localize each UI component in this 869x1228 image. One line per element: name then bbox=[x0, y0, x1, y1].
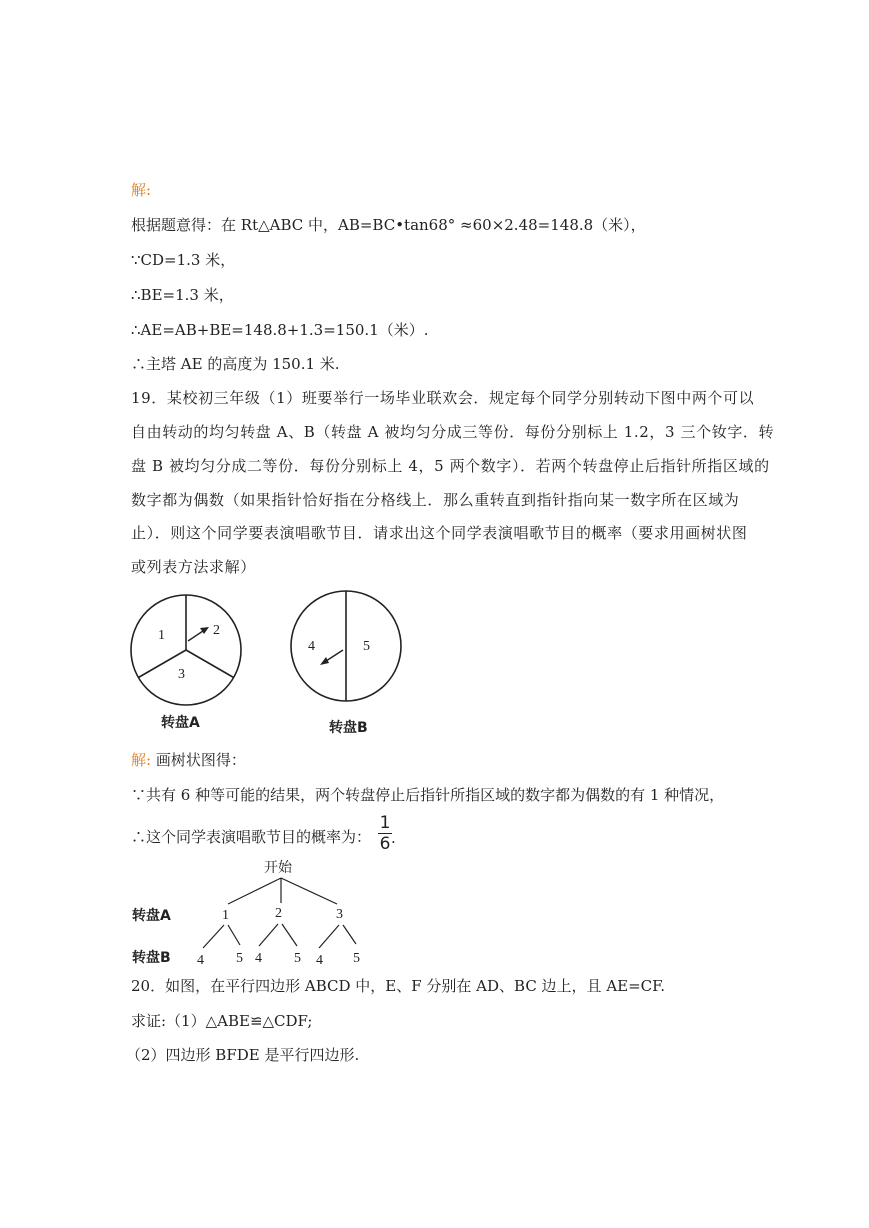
level-label: 转盘A bbox=[132, 908, 171, 924]
level-label: 转盘B bbox=[132, 950, 171, 966]
question-line: （2）四边形 BFDE 是平行四边形. bbox=[126, 1046, 360, 1064]
arrow-head bbox=[320, 657, 329, 665]
sector-label: 4 bbox=[308, 639, 315, 654]
solution-line: 根据题意得：在 Rt△ABC 中，AB=BC•tan68° ≈60×2.48=148.8（米）， bbox=[131, 216, 646, 234]
solution-label: 解: bbox=[131, 751, 152, 769]
spinner-a bbox=[131, 595, 241, 731]
solution-line: ∵CD=1.3 米， bbox=[131, 251, 236, 269]
solution-label: 解: bbox=[131, 181, 152, 199]
question-line: 求证:（1）△ABE≌△CDF; bbox=[131, 1012, 313, 1030]
fraction-numerator: 1 bbox=[379, 813, 391, 833]
tree-node: 4 bbox=[316, 953, 323, 968]
spinner-b bbox=[291, 591, 401, 736]
solution-line: ∵共有 6 种等可能的结果，两个转盘停止后指针所指区域的数字都为偶数的有 1 种情况， bbox=[131, 786, 725, 804]
sector-label: 2 bbox=[213, 623, 220, 638]
question-line: 数字都为偶数（如果指针恰好指在分格线上．那么重转直到指针指向某一数字所在区域为 bbox=[131, 491, 740, 509]
fraction-period: . bbox=[391, 829, 396, 847]
sector-label: 5 bbox=[363, 639, 370, 654]
solution-line: ∴AE=AB+BE=148.8+1.3=150.1（米）. bbox=[131, 321, 429, 339]
solution-intro: 画树状图得： bbox=[155, 751, 246, 769]
tree-root: 开始 bbox=[264, 860, 292, 876]
sector-label: 3 bbox=[178, 667, 185, 682]
tree-node: 3 bbox=[336, 907, 343, 922]
tree-node: 2 bbox=[275, 906, 282, 921]
solution-line: ∴主塔 AE 的高度为 150.1 米. bbox=[131, 355, 340, 373]
tree-node: 1 bbox=[222, 908, 229, 923]
question-line: 自由转动的均匀转盘 A、B（转盘 A 被均匀分成三等份．每份分别标上 1.2，3 三个钕字．转 bbox=[131, 423, 775, 441]
tree-node: 4 bbox=[197, 953, 204, 968]
question-line: 止）．则这个同学要表演唱歌节目．请求出这个同学表演唱歌节目的概率（要求用画树状图 bbox=[131, 524, 748, 542]
solution-line: ∴BE=1.3 米， bbox=[131, 286, 234, 304]
spinner-caption: 转盘B bbox=[329, 720, 368, 736]
fraction-denominator: 6 bbox=[379, 834, 391, 854]
tree-diagram bbox=[132, 860, 360, 968]
tree-node: 5 bbox=[236, 951, 243, 966]
arrow-head bbox=[200, 627, 209, 634]
question-line: 盘 B 被均匀分成二等份．每份分别标上 4，5 两个数字）．若两个转盘停止后指针所指区域的 bbox=[131, 457, 770, 475]
probability-fraction bbox=[378, 814, 392, 853]
question-line: 或列表方法求解） bbox=[131, 558, 256, 576]
tree-node: 4 bbox=[255, 951, 262, 966]
question-line: 19．某校初三年级（1）班要举行一场毕业联欢会．规定每个同学分别转动下图中两个可以 bbox=[131, 389, 755, 407]
tree-node: 5 bbox=[353, 951, 360, 966]
spinner-caption: 转盘A bbox=[161, 715, 200, 731]
tree-node: 5 bbox=[294, 951, 301, 966]
sector-label: 1 bbox=[158, 628, 165, 643]
solution-line bbox=[131, 750, 246, 770]
question-line: 20．如图，在平行四边形 ABCD 中，E、F 分别在 AD、BC 边上，且 AE=CF. bbox=[131, 977, 665, 995]
solution-line: ∴这个同学表演唱歌节目的概率为： bbox=[131, 828, 372, 846]
